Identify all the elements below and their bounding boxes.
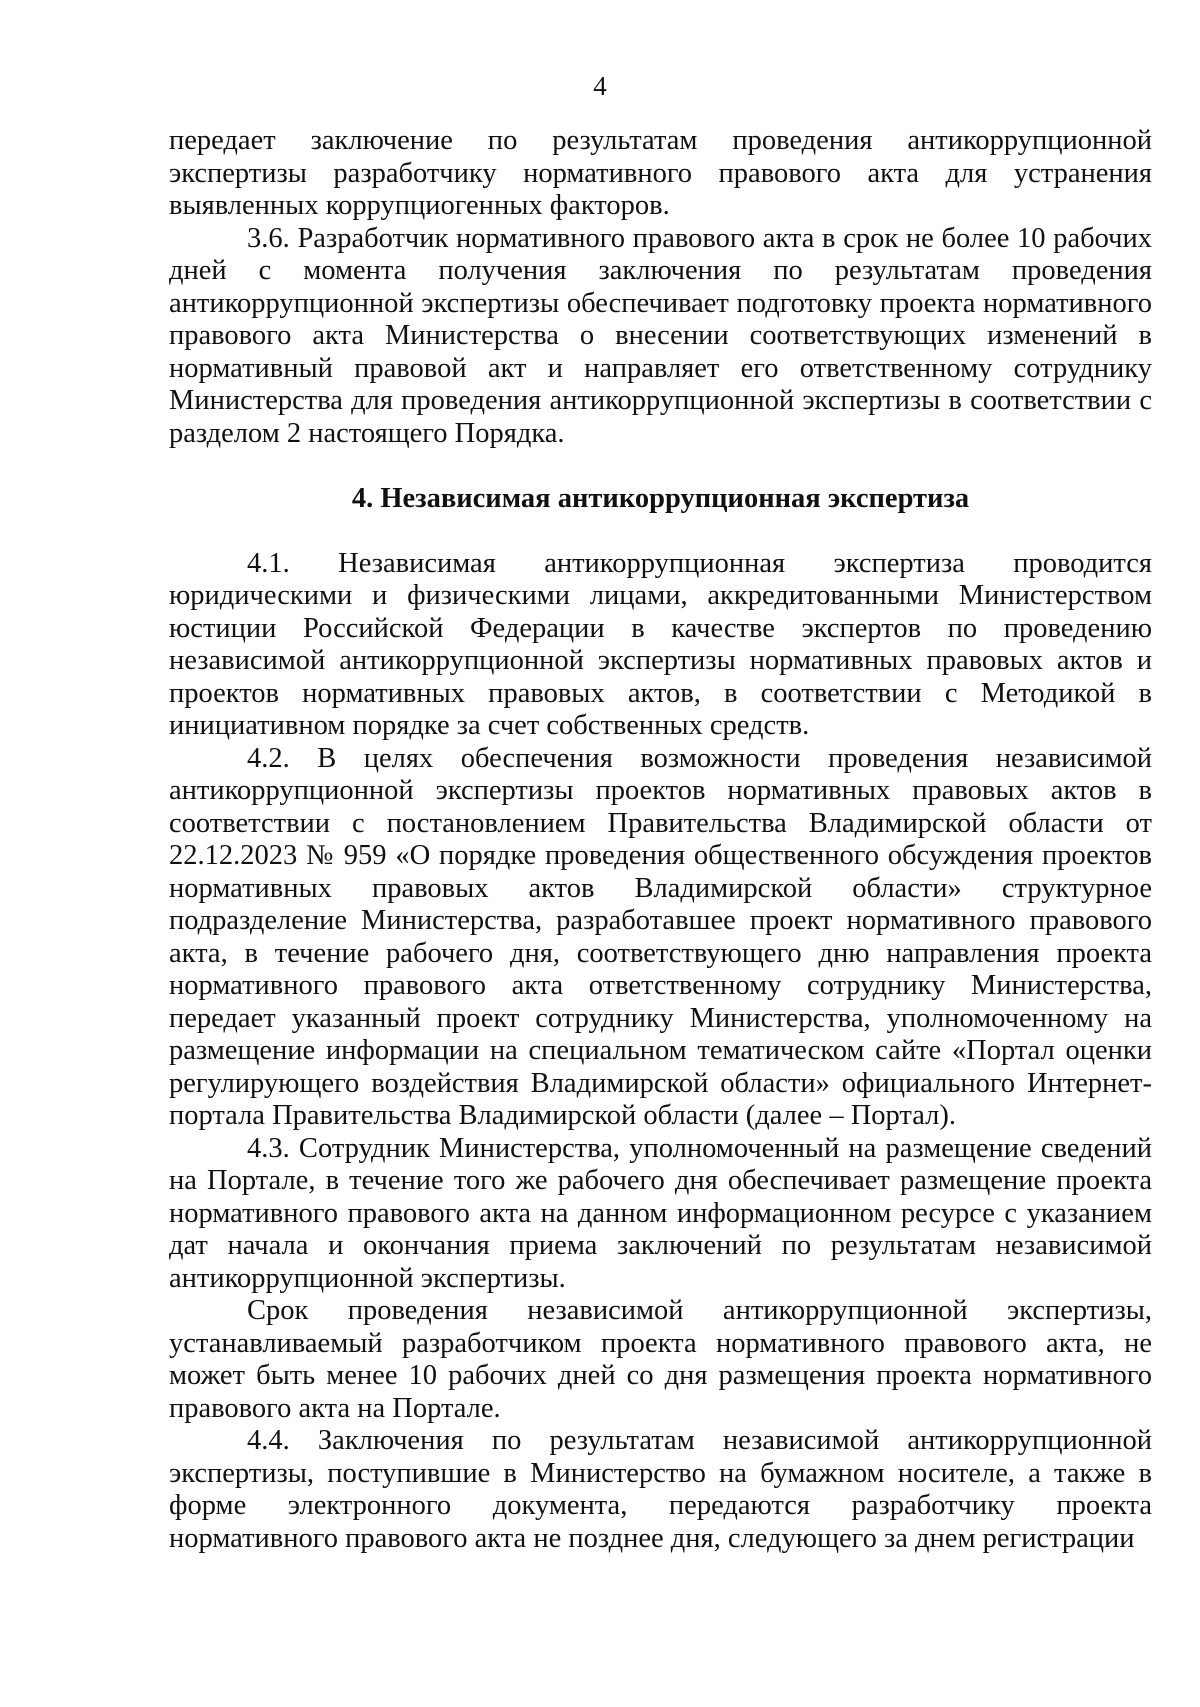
page-number: 4 (593, 71, 607, 101)
paragraph-continuation: передает заключение по результатам проведения антикоррупционной экспертизы разработчику нормативного правового акта для устранения выявленных коррупциогенных факторов. (169, 125, 1152, 221)
paragraph-term: Срок проведения независимой антикоррупционной экспертизы, устанавливаемый разработчиком проекта нормативного правового акта, не может быть менее 10 рабочих дней со дня размещения проекта нормативного правового акта на Портале. (169, 1295, 1152, 1424)
document-body (169, 125, 1152, 1555)
section-heading: 4. Независимая антикоррупционная экспертиза (351, 483, 970, 514)
paragraph-3-6: 3.6. Разработчик нормативного правового акта в срок не более 10 рабочих дней с момента получения заключения по результатам проведения антикоррупционной экспертизы обеспечивает подготовку проекта нормативного правового акта Министерства о внесении соответствующих изменений в нормативный правовой акт и направляет его ответственному сотруднику Министерства для проведения антикоррупционной экспертизы в соответствии с разделом 2 настоящего Порядка. (169, 222, 1152, 449)
paragraph-4-1: 4.1. Независимая антикоррупционная экспертиза проводится юридическими и физическими лицами, аккредитованными Министерством юстиции Российской Федерации в качестве экспертов по проведению независимой антикоррупционной экспертизы нормативных правовых актов и проектов нормативных правовых актов, в соответствии с Методикой в инициативном порядке за счет собственных средств. (169, 547, 1152, 741)
paragraph-4-3: 4.3. Сотрудник Министерства, уполномоченный на размещение сведений на Портале, в течение того же рабочего дня обеспечивает размещение проекта нормативного правового акта на данном информационном ресурсе с указанием дат начала и окончания приема заключений по результатам независимой антикоррупционной экспертизы. (169, 1132, 1152, 1294)
paragraph-4-2: 4.2. В целях обеспечения возможности проведения независимой антикоррупционной экспертизы проектов нормативных правовых актов в соответствии с постановлением Правительства Владимирской области от 22.12.2023 № 959 «О порядке проведения общественного обсуждения проектов нормативных правовых актов Владимирской области» структурное подразделение Министерства, разработавшее проект нормативного правового акта, в течение рабочего дня, соответствующего дню направления проекта нормативного правового акта ответственному сотруднику Министерства, передает указанный проект сотруднику Министерства, уполномоченному на размещение информации на специальном тематическом сайте «Портал оценки регулирующего воздействия Владимирской области» официального Интернет-портала Правительства Владимирской области (далее – Портал). (169, 742, 1152, 1131)
paragraph-4-4: 4.4. Заключения по результатам независимой антикоррупционной экспертизы, поступившие в Министерство на бумажном носителе, а также в форме электронного документа, передаются разработчику проекта нормативного правового акта не позднее дня, следующего за днем регистрации (169, 1425, 1152, 1554)
